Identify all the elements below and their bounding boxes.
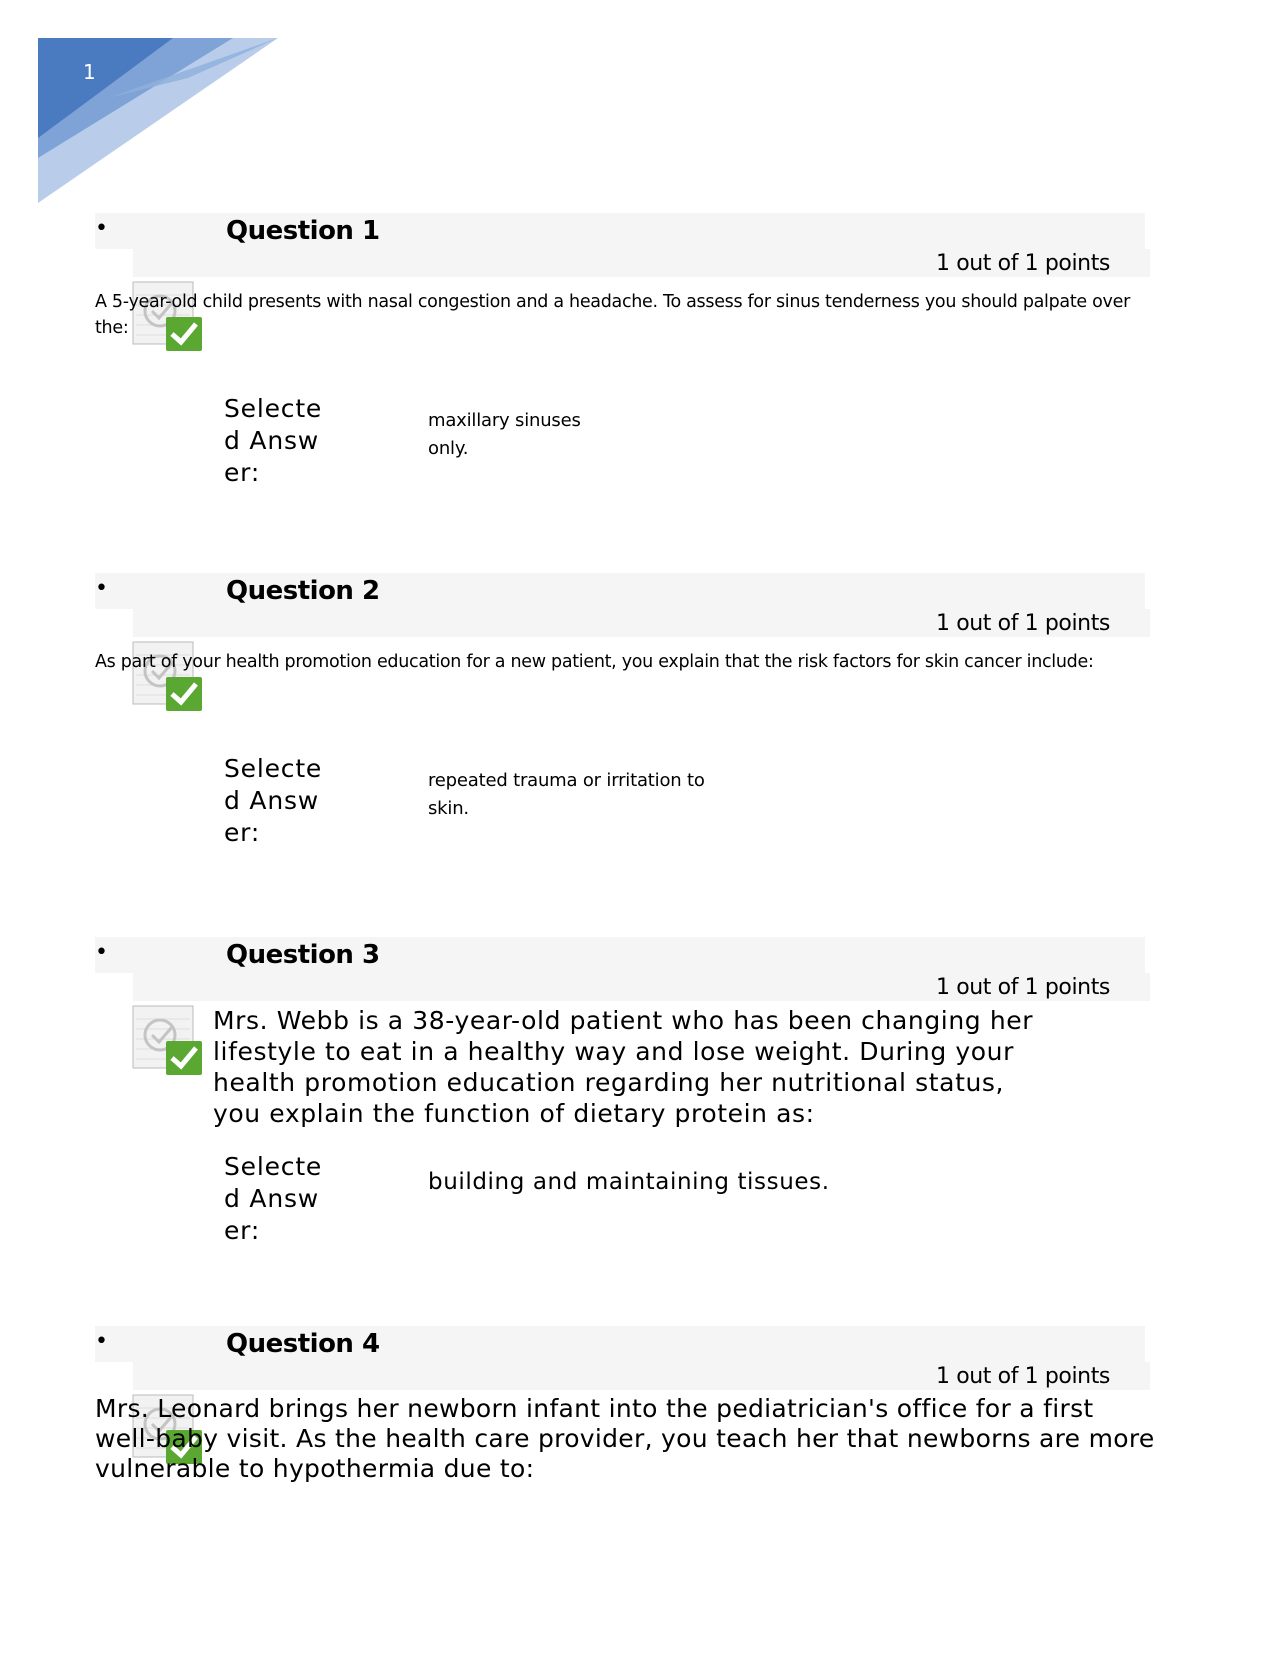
question-title: Question 1 [226, 216, 380, 246]
bullet: • [95, 576, 108, 601]
question-title: Question 4 [226, 1329, 380, 1359]
question-title: Question 2 [226, 576, 380, 606]
selected-answer-label: Selected Answer: [224, 394, 323, 487]
selected-answer: repeated trauma or irritation to skin. [428, 770, 705, 819]
bullet: • [95, 940, 108, 965]
question-points: 1 out of 1 points [936, 1364, 1110, 1389]
bullet: • [95, 216, 108, 241]
question-text: A 5-year-old child presents with nasal congestion and a headache. To assess for sinus tenderness you should palpate over the: [95, 292, 1130, 338]
question-text: As part of your health promotion education for a new patient, you explain that the risk factors for skin cancer include: [95, 652, 1094, 672]
question-text: Mrs. Webb is a 38-year-old patient who has been changing her lifestyle to eat in a healthy way and lose weight. During your health promotion education regarding her nutritional status, you explain the function of dietary protein as: [213, 1006, 1034, 1128]
bullet: • [95, 1329, 108, 1354]
question-points: 1 out of 1 points [936, 611, 1110, 636]
question-points: 1 out of 1 points [936, 975, 1110, 1000]
page-corner-decoration [38, 38, 278, 208]
selected-answer: building and maintaining tissues. [428, 1169, 830, 1195]
question-text: Mrs. Leonard brings her newborn infant into the pediatrician's office for a first well-baby visit. As the health care provider, you teach her that newborns are more vulnerable to hypothermia due to: [95, 1394, 1155, 1483]
selected-answer-label: Selected Answer: [224, 1152, 323, 1245]
question-title: Question 3 [226, 940, 380, 970]
page-number: 1 [83, 60, 96, 84]
correct-check-icon [132, 1005, 204, 1077]
question-points: 1 out of 1 points [936, 251, 1110, 276]
selected-answer-label: Selected Answer: [224, 754, 323, 847]
selected-answer: maxillary sinuses only. [428, 410, 581, 459]
